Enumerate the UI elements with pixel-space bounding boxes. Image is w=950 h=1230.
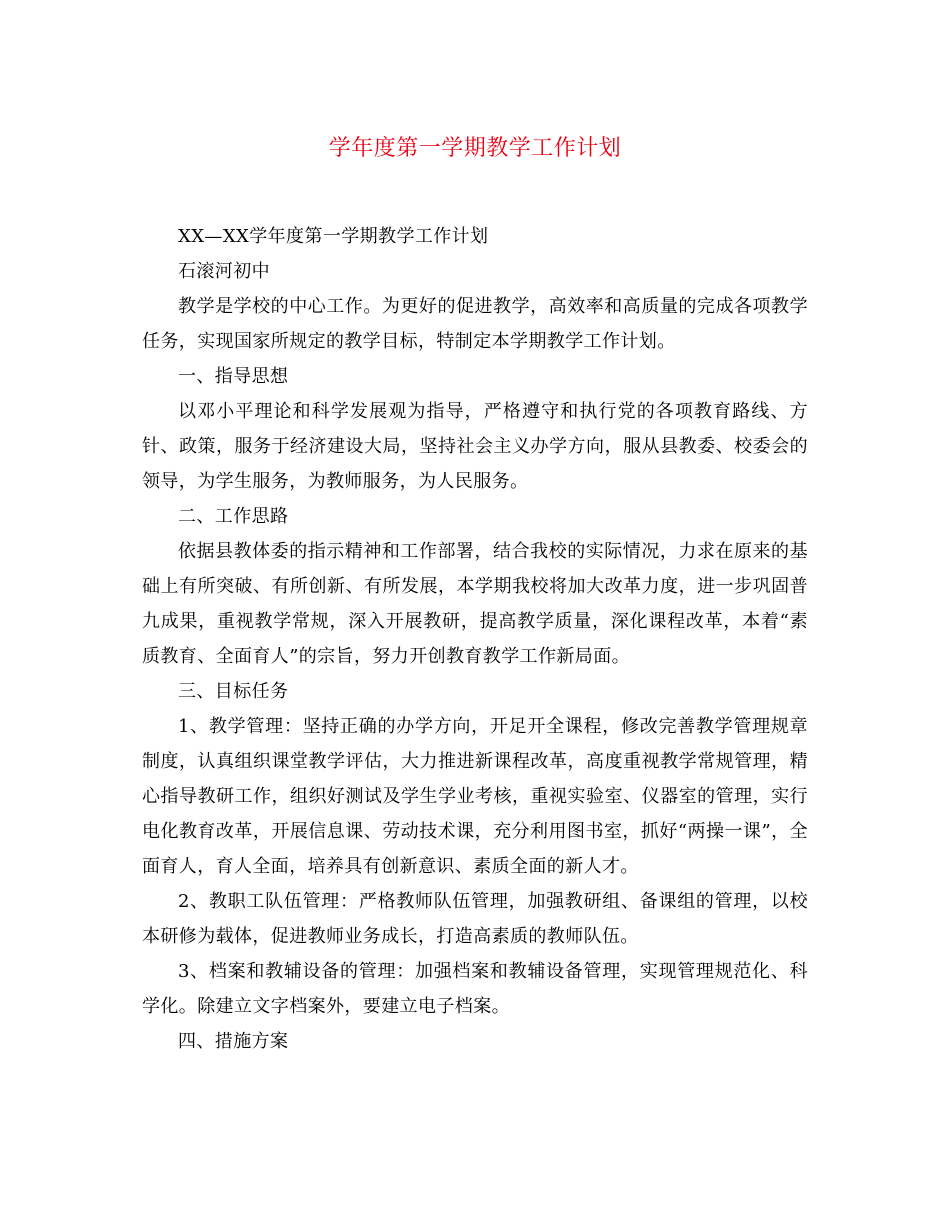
school-name: 石滚河初中 [178, 261, 270, 282]
plan-heading-line: XX—XX学年度第一学期教学工作计划 [178, 226, 489, 247]
document-title: 学年度第一学期教学工作计划 [328, 136, 622, 161]
section-heading-guiding-thought: 一、指导思想 [178, 366, 289, 387]
section-heading-work-approach: 二、工作思路 [178, 506, 289, 527]
goal-item-archives-management: 3、档案和教辅设备的管理：加强档案和教辅设备管理，实现管理规范化、科学化。除建立文字档案外，要建立电子档案。 [142, 961, 808, 1017]
document-body [142, 219, 808, 1059]
guiding-thought-paragraph: 以邓小平理论和科学发展观为指导，严格遵守和执行党的各项教育路线、方针、政策，服务于经济建设大局，坚持社会主义办学方向，服从县教委、校委会的领导，为学生服务，为教师服务，为人民服务。 [142, 401, 808, 492]
section-heading-goals: 三、目标任务 [178, 681, 289, 702]
section-heading-measures: 四、措施方案 [178, 1031, 289, 1052]
goal-item-staff-management: 2、教职工队伍管理：严格教师队伍管理，加强教研组、备课组的管理，以校本研修为载体，促进教师业务成长，打造高素质的教师队伍。 [142, 891, 808, 947]
work-approach-paragraph: 依据县教体委的指示精神和工作部署，结合我校的实际情况，力求在原来的基础上有所突破、有所创新、有所发展，本学期我校将加大改革力度，进一步巩固普九成果，重视教学常规，深入开展教研，提高教学质量，深化课程改革，本着“素质教育、全面育人”的宗旨，努力开创教育教学工作新局面。 [142, 541, 808, 667]
goal-item-teaching-management: 1、教学管理：坚持正确的办学方向，开足开全课程，修改完善教学管理规章制度，认真组织课堂教学评估，大力推进新课程改革，高度重视教学常规管理，精心指导教研工作，组织好测试及学生学业考核，重视实验室、仪器室的管理，实行电化教育改革，开展信息课、劳动技术课，充分利用图书室，抓好“两操一课”，全面育人，育人全面，培养具有创新意识、素质全面的新人才。 [142, 716, 808, 877]
intro-paragraph: 教学是学校的中心工作。为更好的促进教学，高效率和高质量的完成各项教学任务，实现国家所规定的教学目标，特制定本学期教学工作计划。 [142, 296, 808, 352]
